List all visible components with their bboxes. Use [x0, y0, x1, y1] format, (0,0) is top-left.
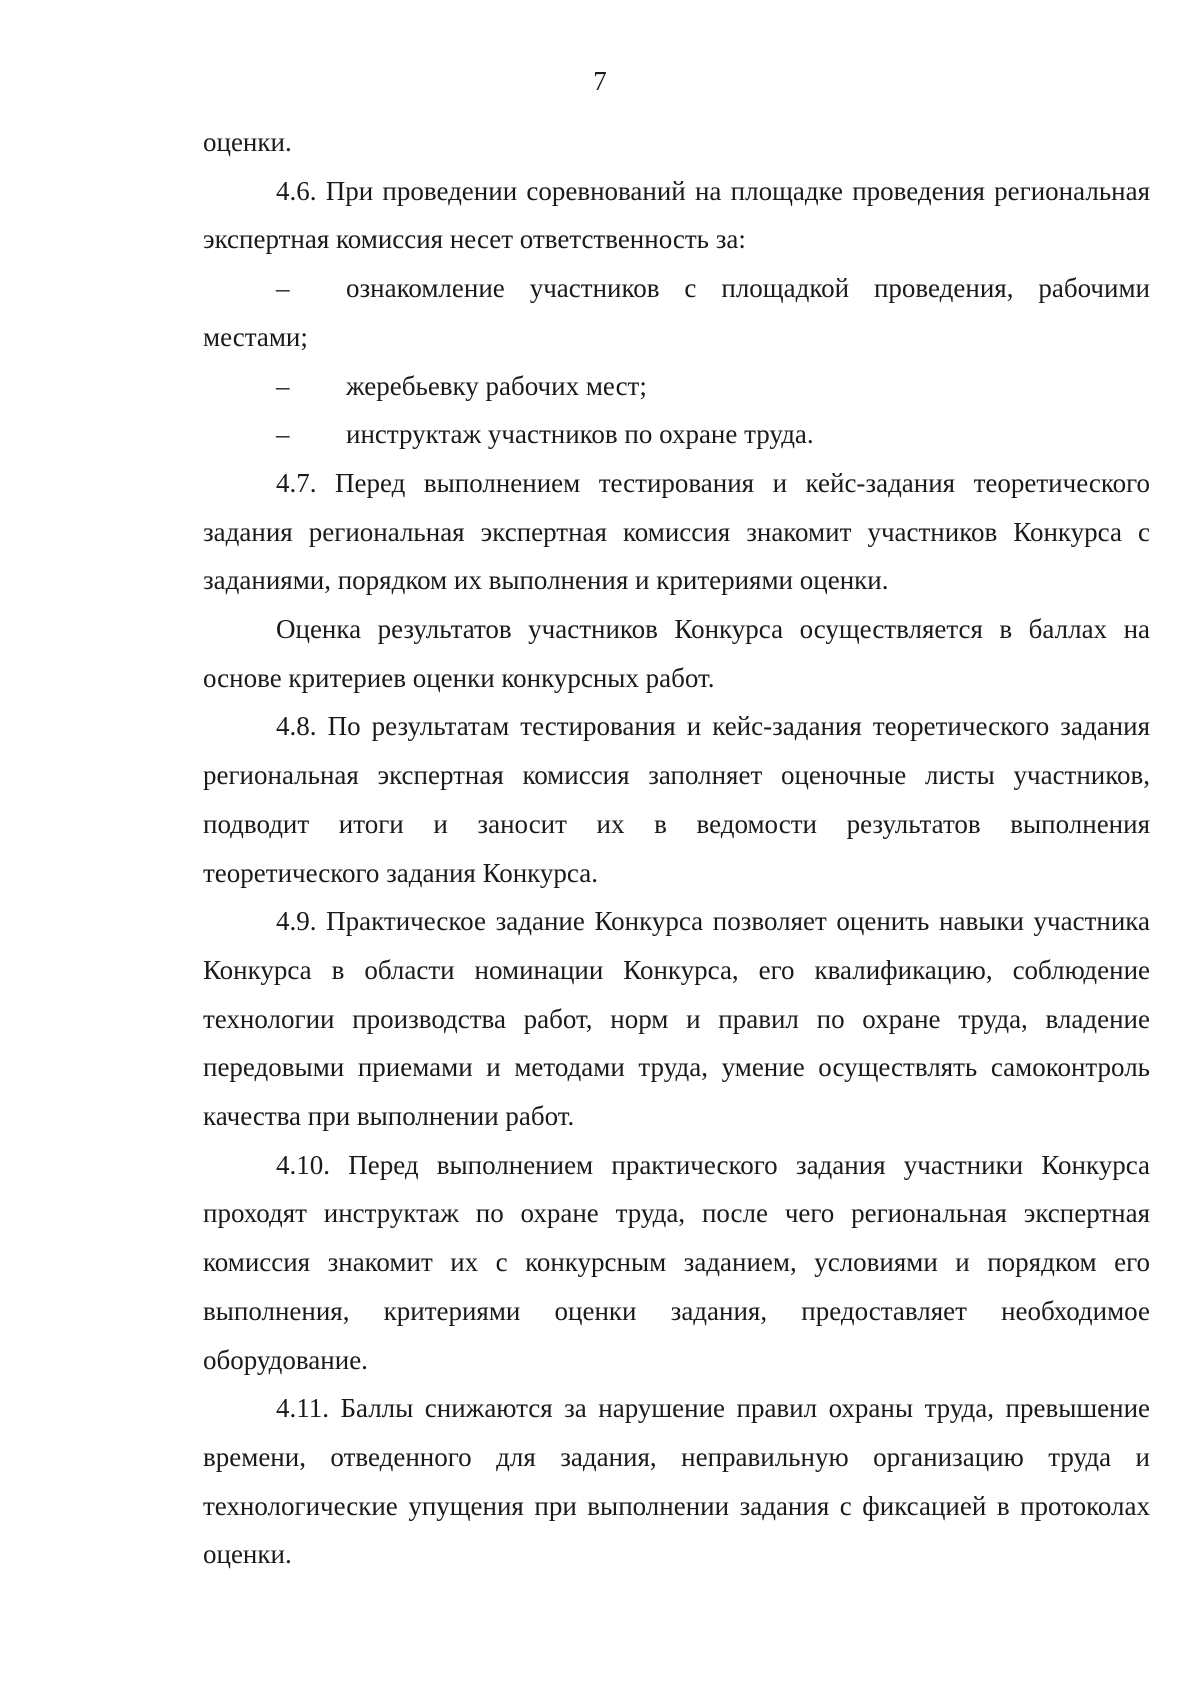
paragraph-4-10: 4.10. Перед выполнением практического задания участники Конкурса проходят инструктаж по охране труда, после чего региональная экспертная комиссия знакомит их с конкурсным заданием, условиями и порядком его выполнения, критериями оценки задания, предоставляет необходимое оборудование. — [203, 1149, 1150, 1375]
list-item-text: ознакомление участников с площадкой проведения, рабочими местами; — [203, 273, 1150, 352]
body-text — [203, 118, 1150, 1579]
list-item — [203, 410, 1150, 459]
list-item — [203, 362, 1150, 411]
paragraph-4-11: 4.11. Баллы снижаются за нарушение правил охраны труда, превышение времени, отведенного для задания, неправильную организацию труда и технологические упущения при выполнении задания с фиксацией в протоколах оценки. — [203, 1393, 1150, 1570]
dash-marker: – — [276, 273, 290, 304]
paragraph-4-8: 4.8. По результатам тестирования и кейс-задания теоретического задания региональная экспертная комиссия заполняет оценочные листы участников, подводит итоги и заносит их в ведомости результатов выполнения теоретического задания Конкурса. — [203, 711, 1150, 888]
paragraph-assessment: Оценка результатов участников Конкурса осуществляется в баллах на основе критериев оценки конкурсных работ. — [203, 614, 1150, 693]
dash-marker: – — [276, 419, 290, 450]
list-item-text: инструктаж участников по охране труда. — [346, 419, 814, 450]
list-item — [203, 264, 1150, 361]
paragraph-continuation: оценки. — [203, 127, 292, 157]
page-number: 7 — [593, 66, 607, 96]
list-item-text: жеребьевку рабочих мест; — [346, 370, 647, 401]
dash-marker: – — [276, 370, 290, 401]
paragraph-4-6: 4.6. При проведении соревнований на площадке проведения региональная экспертная комиссия несет ответственность за: — [203, 175, 1150, 255]
paragraph-4-9: 4.9. Практическое задание Конкурса позволяет оценить навыки участника Конкурса в области номинации Конкурса, его квалификацию, соблюдение технологии производства работ, норм и правил по охране труда, владение передовыми приемами и методами труда, умение осуществлять самоконтроль качества при выполнении работ. — [203, 906, 1150, 1132]
paragraph-4-7: 4.7. Перед выполнением тестирования и кейс-задания теоретического задания региональная экспертная комиссия знакомит участников Конкурса с заданиями, порядком их выполнения и критериями оценки. — [203, 467, 1150, 596]
